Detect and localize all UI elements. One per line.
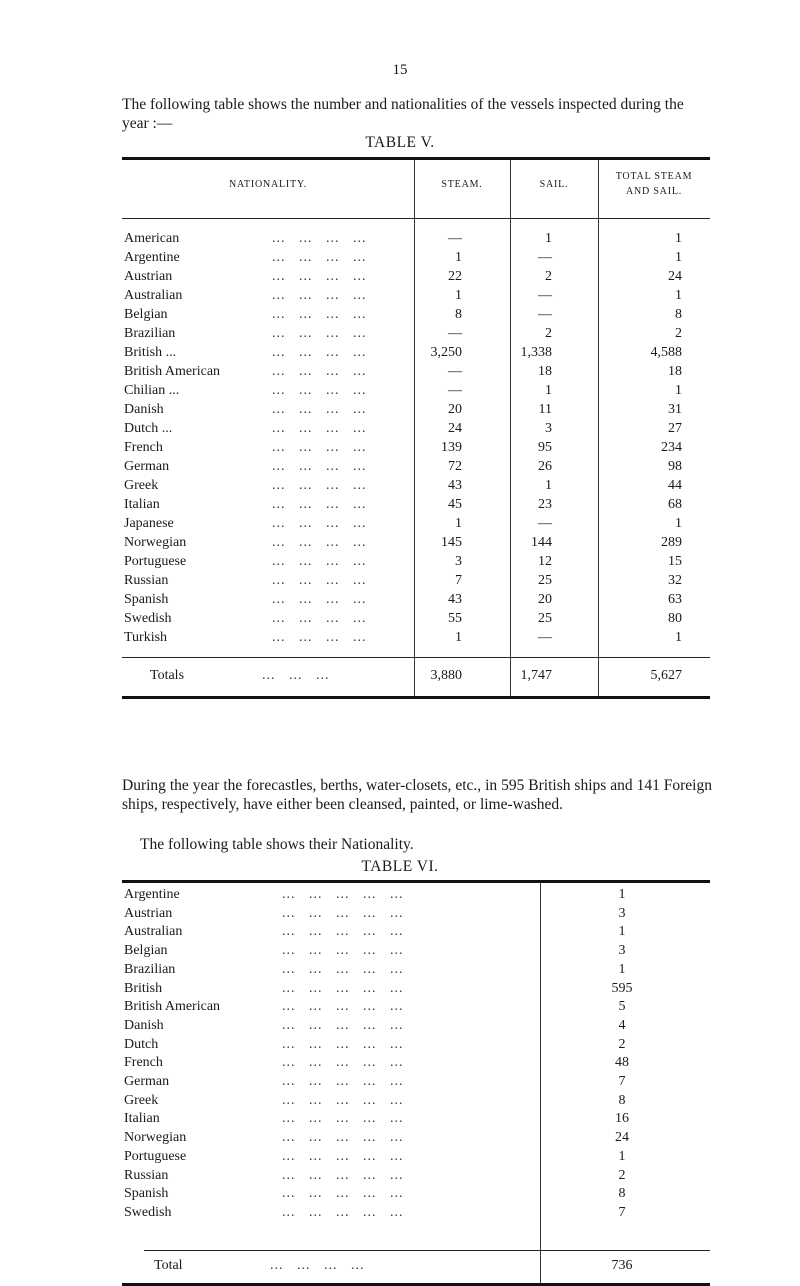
table5-totals-steam: 3,880 [430,668,462,683]
table5-cell-total: 1 [675,288,682,303]
table6-row [122,886,710,904]
table6-cell-nationality: Austrian [124,905,173,921]
table5-header-total-line2: AND SAIL. [625,186,683,197]
table5-row [122,628,710,647]
table5-row [122,286,710,305]
table5-cell-steam: 22 [448,269,462,284]
table6-cell-nationality: British American [124,999,221,1015]
table6-row [122,942,710,960]
table5-cell-total: 1 [675,383,682,398]
table5-cell-sail: 23 [538,497,552,512]
table5-cell-nationality: British ... [124,345,177,360]
table5-header-nationality: NATIONALITY. [228,179,308,190]
table6-row [122,1054,710,1072]
leader-dots: ... ... ... ... [272,478,367,493]
table5-cell-steam: 139 [441,440,462,455]
table5-cell-sail: 144 [531,535,552,550]
table5-row [122,343,710,362]
table5-cell-sail: — [538,516,552,531]
table6-row [122,1036,710,1054]
table5-cell-sail: 2 [545,269,552,284]
table5-cell-nationality: Turkish [124,630,168,645]
leader-dots: ... ... ... ... ... [282,1092,404,1108]
leader-dots: ... ... ... ... [272,611,367,626]
table5-cell-steam: — [448,326,462,341]
table5-cell-steam: 45 [448,497,462,512]
table6-top-rule [122,880,710,883]
table5-cell-steam: — [448,383,462,398]
table5-cell-nationality: German [124,459,170,474]
table5-cell-total: 289 [661,535,682,550]
table5-row [122,495,710,514]
leader-dots: ... ... ... ... [272,288,367,303]
table6-cell-count: 48 [615,1055,629,1071]
leader-dots: ... ... ... [262,668,330,683]
leader-dots: ... ... ... ... [272,421,367,436]
table6-cell-count: 1 [618,961,626,977]
table5-bottom-rule [122,696,710,699]
table5-cell-steam: 20 [448,402,462,417]
table6-cell-count: 595 [611,980,633,996]
table5-cell-steam: 1 [455,630,462,645]
table5-row [122,590,710,609]
page-number: 15 [392,62,408,78]
table5-cell-steam: 1 [455,250,462,265]
table5-cell-nationality: Argentine [124,250,180,265]
table5-totals-total: 5,627 [650,668,682,683]
leader-dots: ... ... ... ... ... [282,1186,404,1202]
table6-cell-nationality: Brazilian [124,961,176,977]
table6-cell-nationality: Italian [124,1111,160,1127]
followup-paragraph: The following table shows their Nationality. [140,836,414,853]
table5-cell-steam: 24 [448,421,462,436]
table6-row [122,998,710,1016]
table5-cell-total: 68 [668,497,682,512]
table5-row [122,248,710,267]
table6-cell-count: 2 [618,1036,626,1052]
table5-cell-nationality: Greek [124,478,159,493]
table5-cell-sail: 1,338 [520,345,552,360]
table6-cell-nationality: Dutch [124,1036,159,1052]
table6-cell-count: 7 [618,1074,626,1089]
table5-cell-sail: 95 [538,440,552,455]
table5-cell-sail: — [538,630,552,645]
table6-row [122,1129,710,1147]
table5-cell-total: 234 [661,440,682,455]
table5-cell-nationality: Swedish [124,611,172,626]
table5-header-total [598,169,710,199]
leader-dots: ... ... ... ... ... [282,1055,404,1071]
leader-dots: ... ... ... ... ... [282,961,404,977]
table5-row [122,457,710,476]
table5-row [122,305,710,324]
leader-dots: ... ... ... ... ... [282,1130,404,1146]
table5-header-steam: STEAM. [441,179,483,190]
table5-cell-steam: 3 [455,554,462,569]
leader-dots: ... ... ... ... ... [282,887,404,902]
leader-dots: ... ... ... ... ... [282,1074,404,1089]
table6-cell-nationality: Greek [124,1092,159,1108]
table6-row [122,905,710,923]
table6-total-rule [144,1250,710,1251]
table5-cell-total: 1 [675,231,682,246]
table6-cell-nationality: Australian [124,924,183,940]
table5-cell-sail: — [538,288,552,303]
table5-cell-total: 32 [668,573,682,588]
leader-dots: ... ... ... ... ... [282,1036,404,1052]
table6-row [122,1017,710,1035]
leader-dots: ... ... ... ... [272,402,367,417]
table5-cell-steam: — [448,364,462,379]
table5-cell-nationality: Dutch ... [124,421,173,436]
leader-dots: ... ... ... ... [272,573,367,588]
leader-dots: ... ... ... ... [272,592,367,607]
table5-cell-total: 15 [668,554,682,569]
table5-totals-row [122,666,710,685]
table5-row [122,438,710,457]
intro-paragraph: The following table shows the number and nationalities of the vessels inspected during the year :— [122,96,684,132]
table6-cell-count: 3 [618,943,626,959]
table6-row [122,1110,710,1128]
table5-cell-total: 44 [668,478,682,493]
table5-header-sail: SAIL. [539,179,569,190]
table6-cell-count: 8 [618,1186,626,1202]
table5-cell-steam: 7 [455,573,462,588]
leader-dots: ... ... ... ... [272,345,367,360]
leader-dots: ... ... ... ... [272,250,367,265]
leader-dots: ... ... ... ... ... [282,905,404,921]
table5-header-rule [122,218,710,219]
table6-cell-count: 1 [618,1148,626,1164]
table6-total-row [122,1257,710,1275]
table5-cell-sail: 11 [538,402,552,417]
table6-cell-count: 4 [618,1017,626,1033]
leader-dots: ... ... ... ... ... [282,1204,404,1220]
table5-cell-steam: 145 [441,535,462,550]
table5-cell-nationality: Australian [124,288,183,303]
table6-row [122,961,710,979]
table5-row [122,571,710,590]
table6-row [122,923,710,941]
table5-cell-total: 1 [675,516,682,531]
table5-top-rule [122,157,710,160]
table6-title: TABLE VI. [361,858,439,875]
table5-cell-steam: 43 [448,478,462,493]
leader-dots: ... ... ... ... ... [282,924,404,940]
table5-cell-total: 8 [675,307,682,322]
table6-row [122,980,710,998]
table6-cell-nationality: Russian [124,1167,169,1183]
leader-dots: ... ... ... ... [272,231,367,246]
table6-row [122,1148,710,1166]
table5-cell-sail: 1 [545,478,552,493]
leader-dots: ... ... ... ... [272,326,367,341]
leader-dots: ... ... ... ... [270,1258,365,1273]
table5-cell-steam: 3,250 [430,345,462,360]
leader-dots: ... ... ... ... ... [282,1148,404,1164]
table5-cell-total: 98 [668,459,682,474]
leader-dots: ... ... ... ... ... [282,1111,404,1127]
table6-cell-nationality: Danish [124,1017,164,1033]
table6-cell-count: 7 [618,1204,626,1220]
table6-cell-nationality: Belgian [124,943,168,959]
leader-dots: ... ... ... ... [272,497,367,512]
leader-dots: ... ... ... ... ... [282,999,404,1015]
table6-cell-count: 1 [618,924,626,940]
table5-cell-nationality: Italian [124,497,160,512]
table5-header-total-line1: TOTAL STEAM [615,171,693,182]
table6-cell-count: 8 [618,1092,626,1108]
table5-row [122,400,710,419]
table5-cell-sail: 2 [545,326,552,341]
leader-dots: ... ... ... ... [272,383,367,398]
table6-cell-nationality: Swedish [124,1204,172,1220]
table5-row [122,381,710,400]
table5-row [122,476,710,495]
table5-cell-sail: 12 [538,554,552,569]
table6-cell-count: 2 [618,1167,626,1183]
table6-row [122,1204,710,1222]
table5-cell-steam: 43 [448,592,462,607]
table5-cell-nationality: British American [124,364,221,379]
table5-cell-total: 63 [668,592,682,607]
table6-cell-nationality: Argentine [124,887,180,902]
table5-cell-total: 18 [668,364,682,379]
table5-cell-sail: 18 [538,364,552,379]
table5-row [122,229,710,248]
table5-row [122,362,710,381]
table5-cell-sail: — [538,250,552,265]
leader-dots: ... ... ... ... [272,307,367,322]
table5-cell-total: 80 [668,611,682,626]
table5-cell-steam: 8 [455,307,462,322]
table6-cell-nationality: Portuguese [124,1148,187,1164]
table5-cell-nationality: Danish [124,402,164,417]
table5-row [122,419,710,438]
table6-total-count: 736 [611,1258,633,1273]
table5-cell-sail: 25 [538,611,552,626]
table5-cell-nationality: Portuguese [124,554,187,569]
table5-cell-total: 1 [675,250,682,265]
table5-cell-nationality: Chilian ... [124,383,180,398]
table5-cell-nationality: American [124,231,180,246]
table6-cell-count: 16 [615,1111,629,1127]
table6-cell-nationality: Norwegian [124,1130,187,1146]
table6-cell-nationality: French [124,1055,163,1071]
table5-cell-total: 4,588 [650,345,682,360]
table6-cell-nationality: German [124,1074,170,1089]
table5-cell-steam: — [448,231,462,246]
table5-cell-sail: 20 [538,592,552,607]
cleansing-paragraph: During the year the forecastles, berths, water-closets, etc., in 595 British ships and 141 Foreign ships, respectively, have either been cleansed, painted, or lime-washed. [122,777,712,813]
table5-row [122,533,710,552]
leader-dots: ... ... ... ... [272,269,367,284]
leader-dots: ... ... ... ... [272,554,367,569]
table5-cell-nationality: French [124,440,163,455]
leader-dots: ... ... ... ... [272,630,367,645]
table5-cell-nationality: Norwegian [124,535,187,550]
table5-row [122,609,710,628]
table6-cell-count: 1 [618,887,626,902]
table5-cell-steam: 72 [448,459,462,474]
leader-dots: ... ... ... ... ... [282,980,404,996]
table5-cell-nationality: Russian [124,573,169,588]
table6-row [122,1092,710,1110]
table5-row [122,552,710,571]
table5-row [122,324,710,343]
table5-cell-nationality: Austrian [124,269,173,284]
table5-cell-total: 2 [675,326,682,341]
leader-dots: ... ... ... ... [272,459,367,474]
table5-totals-label: Totals [150,668,185,683]
table6-cell-nationality: Spanish [124,1186,169,1202]
table5-cell-nationality: Belgian [124,307,168,322]
table5-cell-total: 31 [668,402,682,417]
leader-dots: ... ... ... ... [272,535,367,550]
table5-cell-nationality: Brazilian [124,326,176,341]
table5-cell-sail: 1 [545,231,552,246]
table5-cell-sail: 1 [545,383,552,398]
table5-row [122,514,710,533]
table5-cell-steam: 1 [455,516,462,531]
table5-totals-sail: 1,747 [520,668,552,683]
table5-cell-sail: 25 [538,573,552,588]
table6-cell-nationality: British [124,980,163,996]
leader-dots: ... ... ... ... [272,364,367,379]
table6-row [122,1185,710,1203]
leader-dots: ... ... ... ... ... [282,1167,404,1183]
table5-cell-sail: 3 [545,421,552,436]
table5-cell-total: 27 [668,421,682,436]
table5-cell-nationality: Japanese [124,516,174,531]
table6-cell-count: 24 [615,1130,629,1146]
table5-cell-total: 24 [668,269,682,284]
leader-dots: ... ... ... ... ... [282,943,404,959]
leader-dots: ... ... ... ... ... [282,1017,404,1033]
leader-dots: ... ... ... ... [272,440,367,455]
leader-dots: ... ... ... ... [272,516,367,531]
table5-cell-sail: — [538,307,552,322]
table6-row [122,1167,710,1185]
table6-cell-count: 3 [618,905,626,921]
table6-row [122,1073,710,1091]
table5-row [122,267,710,286]
table6-total-label: Total [154,1258,183,1273]
table5-title: TABLE V. [365,134,435,151]
table5-cell-sail: 26 [538,459,552,474]
table5-cell-steam: 1 [455,288,462,303]
table5-cell-steam: 55 [448,611,462,626]
table6-cell-count: 5 [618,999,626,1015]
table5-cell-total: 1 [675,630,682,645]
table5-cell-nationality: Spanish [124,592,169,607]
table5-totals-rule [122,657,710,658]
